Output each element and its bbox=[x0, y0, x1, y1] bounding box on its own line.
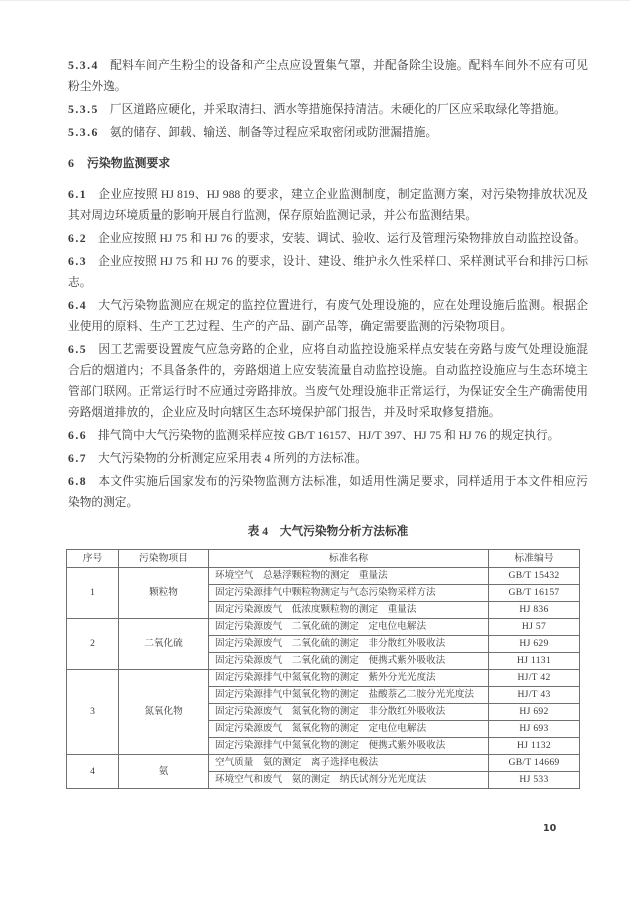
clause-text: 因工艺需要设置废气应急旁路的企业，应将自动监控设施采样点安装在旁路与废气处理设施混合后的烟道内；不具备条件的，旁路烟道上应安装流量自动监控设施。自动监控设施应与生态环境主管部门联网。正常运行时不应通过旁路排放。当废气处理设施非正常运行，为保证安全生产确需使用旁路烟道排放的，企业应及时向辖区生态环境保护部门报告，并及时采取修复措施。 bbox=[68, 343, 588, 419]
cell-standard-code: GB/T 14669 bbox=[489, 755, 580, 772]
clause-6.6 bbox=[68, 425, 588, 446]
clause-number: 5.3.6 bbox=[68, 126, 99, 139]
clause-text: 配料车间产生粉尘的设备和产尘点应设置集气罩，并配备除尘设施。配料车间外不应有可见粉尘外逸。 bbox=[68, 59, 588, 93]
clause-6.1 bbox=[68, 184, 588, 226]
clause-text: 企业应按照 HJ 75 和 HJ 76 的要求，安装、调试、验收、运行及管理污染物排放自动监控设备。 bbox=[98, 232, 586, 245]
table-row bbox=[67, 568, 580, 585]
cell-standard-code: HJ 533 bbox=[489, 772, 580, 789]
clause-number: 6.5 bbox=[68, 343, 88, 356]
clause-6.7 bbox=[68, 448, 588, 469]
cell-standard-name: 固定污染源排气中氮氧化物的测定 盐酸萘乙二胺分光光度法 bbox=[209, 687, 489, 704]
clause-number: 6.1 bbox=[68, 188, 88, 201]
clause-5.3.6 bbox=[68, 122, 588, 143]
cell-standard-name: 环境空气和废气 氨的测定 纳氏试剂分光光度法 bbox=[209, 772, 489, 789]
section-5-3-clauses bbox=[68, 55, 588, 143]
cell-standard-name: 固定污染源废气 氮氧化物的测定 定电位电解法 bbox=[209, 721, 489, 738]
cell-seq: 1 bbox=[67, 568, 119, 619]
cell-standard-code: HJ/T 42 bbox=[489, 670, 580, 687]
document-page bbox=[0, 1, 630, 834]
clause-text: 排气筒中大气污染物的监测采样应按 GB/T 16157、HJ/T 397、HJ 75 和 HJ 76 的规定执行。 bbox=[98, 429, 560, 442]
cell-standard-name: 固定污染源排气中颗粒物测定与气态污染物采样方法 bbox=[209, 585, 489, 602]
cell-standard-name: 固定污染源废气 氮氧化物的测定 非分散红外吸收法 bbox=[209, 704, 489, 721]
section-6-heading bbox=[68, 153, 588, 174]
column-header-standard-name: 标准名称 bbox=[209, 550, 489, 568]
table-row bbox=[67, 670, 580, 687]
cell-standard-code: GB/T 15432 bbox=[489, 568, 580, 585]
column-header-standard-code: 标准编号 bbox=[489, 550, 580, 568]
cell-standard-code: HJ 629 bbox=[489, 636, 580, 653]
clause-number: 5.3.4 bbox=[68, 59, 99, 72]
cell-standard-name: 固定污染源排气中氮氧化物的测定 紫外分光光度法 bbox=[209, 670, 489, 687]
cell-standard-code: GB/T 16157 bbox=[489, 585, 580, 602]
clause-number: 6.6 bbox=[68, 429, 88, 442]
clause-6.2 bbox=[68, 228, 588, 249]
cell-seq: 2 bbox=[67, 619, 119, 670]
clause-number: 6.3 bbox=[68, 255, 88, 268]
clause-number: 6.2 bbox=[68, 232, 88, 245]
clause-text: 氨的储存、卸载、输送、制备等过程应采取密闭或防泄漏措施。 bbox=[109, 126, 438, 139]
clause-text: 大气污染物的分析测定应采用表 4 所列的方法标准。 bbox=[98, 452, 367, 465]
clause-5.3.4 bbox=[68, 55, 588, 97]
table-row bbox=[67, 619, 580, 636]
table4-header-row bbox=[67, 550, 580, 568]
cell-pollutant: 氮氧化物 bbox=[119, 670, 209, 755]
clause-6.4 bbox=[68, 295, 588, 337]
table-row bbox=[67, 755, 580, 772]
cell-standard-code: HJ 1132 bbox=[489, 738, 580, 755]
table4-title: 表 4 大气污染物分析方法标准 bbox=[247, 525, 409, 538]
clause-6.8 bbox=[68, 471, 588, 513]
cell-standard-code: HJ 693 bbox=[489, 721, 580, 738]
column-header-seq: 序号 bbox=[67, 550, 119, 568]
cell-standard-name: 空气质量 氨的测定 离子选择电极法 bbox=[209, 755, 489, 772]
cell-seq: 3 bbox=[67, 670, 119, 755]
cell-standard-name: 固定污染源废气 二氧化硫的测定 非分散红外吸收法 bbox=[209, 636, 489, 653]
clause-number: 5.3.5 bbox=[68, 103, 99, 116]
clause-5.3.5 bbox=[68, 99, 588, 120]
page-number: 10 bbox=[543, 823, 557, 834]
clause-text: 大气污染物监测应在规定的监控位置进行，有废气处理设施的，应在处理设施后监测。根据企业使用的原料、生产工艺过程、生产的产品、副产品等，确定需要监测的污染物项目。 bbox=[68, 299, 588, 333]
cell-standard-name: 固定污染源废气 二氧化硫的测定 便携式紫外吸收法 bbox=[209, 653, 489, 670]
clause-number: 6.4 bbox=[68, 299, 88, 312]
cell-pollutant: 氨 bbox=[119, 755, 209, 789]
cell-standard-code: HJ 836 bbox=[489, 602, 580, 619]
clause-6.5 bbox=[68, 339, 588, 423]
section-6-number: 6 bbox=[68, 156, 75, 170]
cell-standard-code: HJ 692 bbox=[489, 704, 580, 721]
clause-number: 6.7 bbox=[68, 452, 88, 465]
cell-seq: 4 bbox=[67, 755, 119, 789]
section-6-clauses bbox=[68, 184, 588, 513]
table4-analysis-methods bbox=[66, 549, 580, 789]
clause-text: 企业应按照 HJ 819、HJ 988 的要求，建立企业监测制度，制定监测方案，对污染物排放状况及其对周边环境质量的影响开展自行监测，保存原始监测记录，并公布监测结果。 bbox=[68, 188, 588, 222]
clause-6.3 bbox=[68, 251, 588, 293]
clause-text: 本文件实施后国家发布的污染物监测方法标准，如适用性满足要求，同样适用于本文件相应污染物的测定。 bbox=[68, 475, 588, 509]
clause-text: 企业应按照 HJ 75 和 HJ 76 的要求，设计、建设、维护永久性采样口、采样测试平台和排污口标志。 bbox=[68, 255, 588, 289]
column-header-pollutant: 污染物项目 bbox=[119, 550, 209, 568]
cell-standard-name: 固定污染源废气 低浓度颗粒物的测定 重量法 bbox=[209, 602, 489, 619]
cell-standard-code: HJ 1131 bbox=[489, 653, 580, 670]
cell-pollutant: 二氧化硫 bbox=[119, 619, 209, 670]
cell-pollutant: 颗粒物 bbox=[119, 568, 209, 619]
cell-standard-code: HJ 57 bbox=[489, 619, 580, 636]
clause-text: 厂区道路应硬化，并采取清扫、洒水等措施保持清洁。未硬化的厂区应采取绿化等措施。 bbox=[109, 103, 566, 116]
clause-number: 6.8 bbox=[68, 475, 88, 488]
cell-standard-code: HJ/T 43 bbox=[489, 687, 580, 704]
section-6-title: 污染物监测要求 bbox=[86, 156, 171, 170]
cell-standard-name: 环境空气 总悬浮颗粒物的测定 重量法 bbox=[209, 568, 489, 585]
cell-standard-name: 固定污染源排气中氮氧化物的测定 便携式紫外吸收法 bbox=[209, 738, 489, 755]
cell-standard-name: 固定污染源废气 二氧化硫的测定 定电位电解法 bbox=[209, 619, 489, 636]
